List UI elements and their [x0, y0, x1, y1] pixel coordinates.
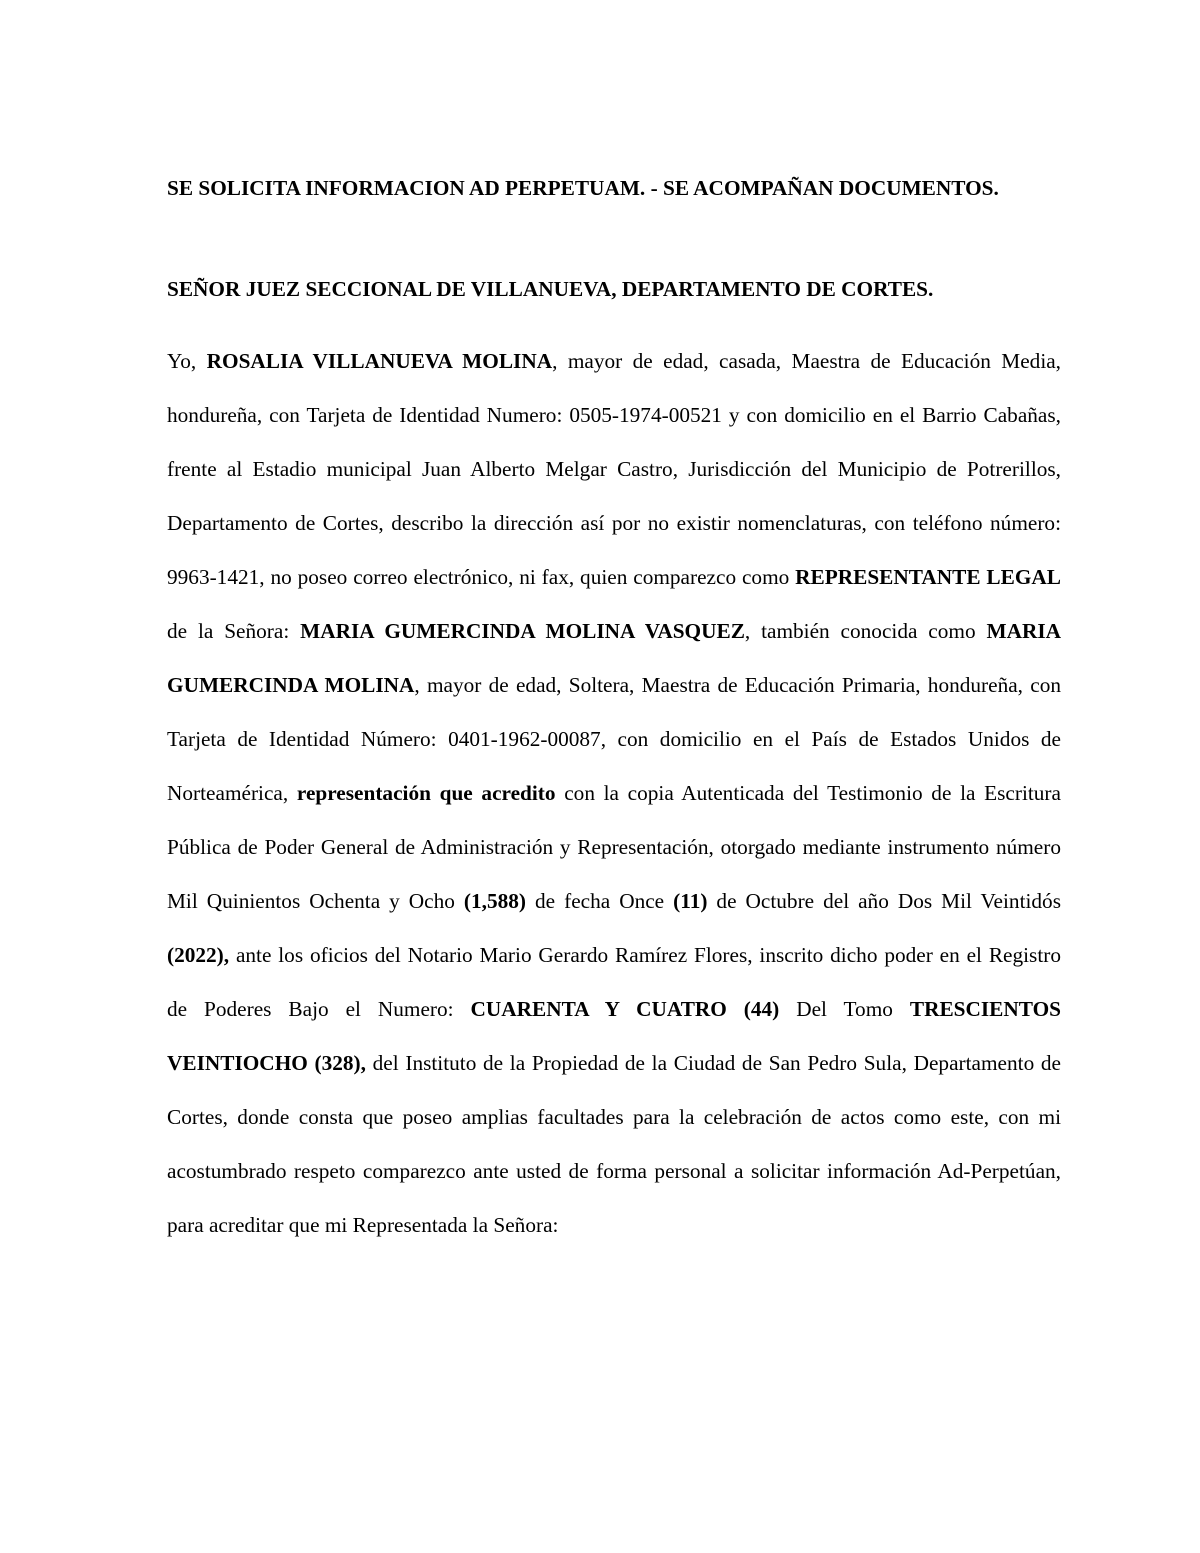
body-segment: con la copia Autenticada del Testimonio de la Escritura Pública de Poder General de Administración y Representación, otorgado mediante instrumento número Mil Quinientos Ochenta y Ocho: [167, 781, 1061, 913]
body-segment: , también conocida como: [744, 619, 987, 643]
body-segment: de la Señora:: [167, 619, 301, 643]
body-segment: , mayor de edad, casada, Maestra de Educación Media, hondureña, con Tarjeta de Identidad Numero: 0505-1974-00521 y con domicilio en el Barrio Cabañas, frente al Estadio municipal Juan Alberto Melgar Castro, Jurisdicción del Municipio de Potrerillos, Departamento de Cortes, describo la dirección así por no existir nomenclaturas, con teléfono número: 9963-1421, no poseo correo electrónico, ni fax, quien comparezco como: [167, 349, 1062, 589]
document-heading: SE SOLICITA INFORMACION AD PERPETUAM. - SE ACOMPAÑAN DOCUMENTOS.: [167, 176, 999, 200]
body-segment: de fecha Once: [526, 889, 674, 913]
body-segment-bold: (11): [673, 889, 708, 913]
body-segment-bold: (2022),: [167, 943, 230, 967]
body-segment: del Instituto de la Propiedad de la Ciudad de San Pedro Sula, Departamento de Cortes, donde consta que poseo amplias facultades para la celebración de actos como este, con mi acostumbrado respeto comparezco ante usted de forma personal a solicitar información Ad-Perpetúan, para acreditar que mi Representada la Señora:: [167, 1051, 1061, 1237]
body-segment: Yo,: [167, 349, 207, 373]
body-segment-bold: CUARENTA Y CUATRO (44): [470, 997, 780, 1021]
addressee-line: SEÑOR JUEZ SECCIONAL DE VILLANUEVA, DEPARTAMENTO DE CORTES.: [167, 277, 934, 301]
body-segment: ante los oficios del Notario Mario Gerardo Ramírez Flores, inscrito dicho poder en el Registro de Poderes Bajo el Numero:: [167, 943, 1061, 1021]
body-segment-bold: TRESCIENTOS VEINTIOCHO (328),: [167, 997, 1061, 1075]
body-segment: de Octubre del año Dos Mil Veintidós: [707, 889, 1061, 913]
body-segment: Del Tomo: [779, 997, 910, 1021]
body-segment-bold: (1,588): [463, 889, 527, 913]
body-segment-bold: ROSALIA VILLANUEVA MOLINA: [206, 349, 553, 373]
body-segment-bold: MARIA GUMERCINDA MOLINA VASQUEZ: [300, 619, 745, 643]
body-segment-bold: representación que acredito: [296, 781, 556, 805]
body-paragraph: [167, 334, 1061, 1252]
body-segment-bold: MARIA GUMERCINDA MOLINA: [167, 619, 1061, 697]
body-segment-bold: REPRESENTANTE LEGAL: [795, 565, 1061, 589]
body-segment: , mayor de edad, Soltera, Maestra de Educación Primaria, hondureña, con Tarjeta de Identidad Número: 0401-1962-00087, con domicilio en el País de Estados Unidos de Norteamérica,: [167, 673, 1061, 805]
